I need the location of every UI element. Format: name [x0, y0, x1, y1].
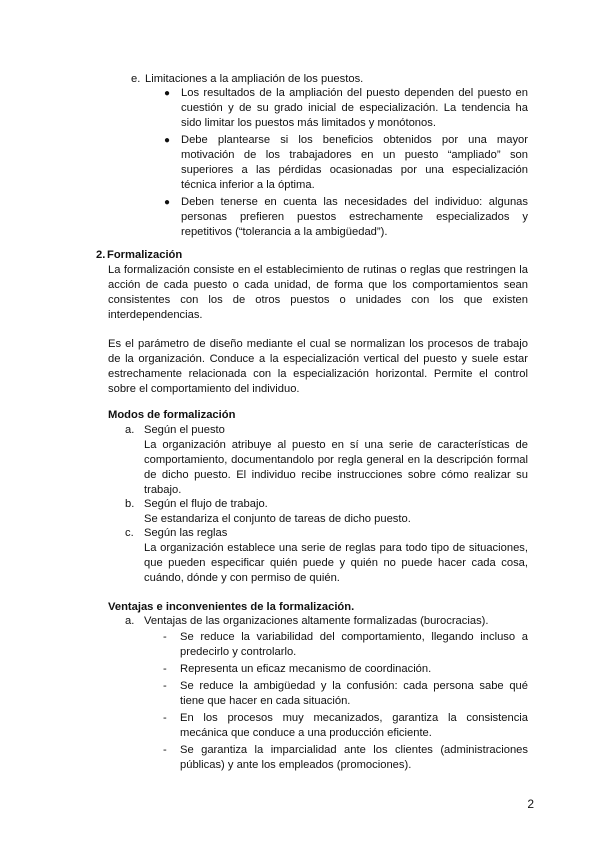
section-title: Formalización — [107, 249, 183, 261]
dash-text: Se reduce la variabilidad del comportamiento, llegando incluso a predecirlo y controlarlo. — [180, 631, 528, 658]
dash-text: Se reduce la ambigüedad y la confusión: cada persona sabe qué tiene que hacer en cada situación. — [180, 680, 528, 707]
bullet-item — [160, 86, 528, 131]
page-number: 2 — [527, 797, 534, 811]
paragraph-2: Es el parámetro de diseño mediante el cual se normalizan los procesos de trabajo de la organización. Conduce a la especialización vertical del puesto y suele estar estrechamente relacionada con la especialización horizontal. Permite el control sobre el comportamiento del individuo. — [108, 338, 528, 395]
bullet-text: Los resultados de la ampliación del puesto dependen del puesto en cuestión y de su grado inicial de especialización. La tendencia ha sido limitar los puestos más limitados y monótonos. — [181, 87, 528, 129]
list-item-head: Según el flujo de trabajo. — [144, 498, 268, 510]
list-item-head: Según las reglas — [144, 527, 228, 539]
list-item-body: La organización atribuye al puesto en sí una serie de características de comportamiento, documentandolo por regla general en la descripción formal de dicho puesto. El individuo recibe instrucciones sobre cómo realizar su trabajo. — [144, 439, 528, 496]
list-marker: a. — [125, 424, 135, 436]
bullet-dot-icon: ● — [164, 88, 171, 99]
subheading-modos: Modos de formalización — [108, 409, 236, 421]
paragraph-1: La formalización consiste en el establecimiento de rutinas o reglas que restringen la acción de cada puesto o cada unidad, de forma que los comportamientos sean consistentes con los de otros puestos o unidades con los que existen interdependencias. — [108, 264, 528, 321]
dash-text: En los procesos muy mecanizados, garantiza la consistencia mecánica que conduce a una producción eficiente. — [180, 712, 528, 739]
list-item-body: Se estandariza el conjunto de tareas de dicho puesto. — [144, 513, 411, 525]
bullet-list — [160, 86, 528, 242]
bullet-item — [160, 195, 528, 240]
dash-marker: - — [163, 663, 167, 675]
dash-text: Se garantiza la imparcialidad ante los clientes (administraciones públicas) y ante los empleados (promociones). — [180, 744, 528, 771]
list-marker: c. — [125, 527, 134, 539]
bullet-text: Deben tenerse en cuenta las necesidades del individuo: algunas personas prefieren puestos estrechamente especializados y repetitivos (“tolerancia a la ambigüedad”). — [181, 196, 528, 238]
list-marker: a. — [125, 615, 135, 627]
subheading-ventajas: Ventajas e inconvenientes de la formalización. — [108, 601, 355, 613]
dash-item — [160, 662, 528, 677]
list-item-text: Limitaciones a la ampliación de los puestos. — [145, 73, 364, 85]
dash-marker: - — [163, 680, 167, 692]
dash-item — [160, 679, 528, 709]
list-item-head: Ventajas de las organizaciones altamente formalizadas (burocracias). — [144, 615, 489, 627]
list-marker: b. — [125, 498, 135, 510]
bullet-item — [160, 133, 528, 193]
dash-marker: - — [163, 712, 167, 724]
dash-marker: - — [163, 744, 167, 756]
dash-item — [160, 630, 528, 660]
dash-item — [160, 743, 528, 773]
list-marker: e. — [131, 73, 141, 85]
dash-item — [160, 711, 528, 741]
bullet-dot-icon: ● — [164, 135, 171, 146]
dash-marker: - — [163, 631, 167, 643]
dash-text: Representa un eficaz mecanismo de coordinación. — [180, 663, 432, 675]
bullet-dot-icon: ● — [164, 197, 171, 208]
section-number: 2. — [96, 249, 106, 261]
list-item-body: La organización establece una serie de reglas para todo tipo de situaciones, que pueden especificar quién puede y quién no puede hacer cada cosa, cuándo, dónde y con permiso de quién. — [144, 542, 528, 584]
bullet-text: Debe plantearse si los beneficios obtenidos por una mayor motivación de los trabajadores en un puesto “ampliado” son superiores a las pérdidas ocasionadas por una especialización técnica inferior a la óptima. — [181, 134, 528, 191]
list-item-head: Según el puesto — [144, 424, 225, 436]
dash-list — [160, 630, 528, 775]
